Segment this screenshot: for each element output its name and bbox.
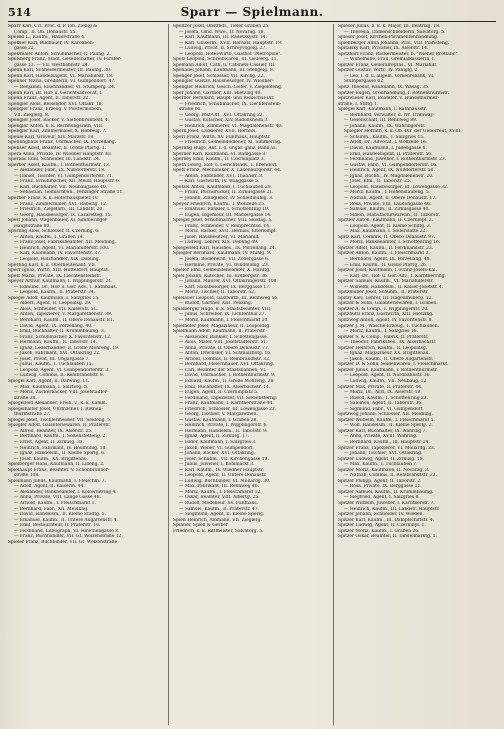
directory-entry: — Eugen, Agent, II. Czerninplatz 5. <box>179 390 259 396</box>
directory-entry: Spenlé Karl, Graveur, XIV. Märzstr. 18. <box>8 134 95 140</box>
directory-entry: Spielmann Julius, Kaufmann, I. Fleischm. 7. <box>8 478 106 484</box>
directory-entry: — Emil, Buchhalter, II. Krummbaumg. 3. <box>14 329 106 335</box>
directory-entry: Spitzer Karl, Buchhalter, IX. Währing 7. <box>338 428 427 434</box>
directory-entry: Spießberger Anna Johanna, Priv., VIII. Piaristeng. <box>338 40 450 46</box>
directory-entry: Speth Georg, Hof- u. Gerichtsadv., I. Ebendorf. <box>173 162 278 168</box>
directory-entry: — David, Agent, IX. Porzellang. 40. <box>14 323 93 329</box>
directory-entry: — Max, Kaufm., I. Tuchlauben 7. <box>344 462 418 468</box>
directory-entry: Spitalsky Karl, Privatier, IX. Alserstr. 14. <box>338 46 429 52</box>
directory-entry: Spitzbart Franz, Bäckermeister, b. "Wiener Brotfabr." <box>338 51 458 57</box>
page-header <box>0 0 504 22</box>
directory-entry: Spiegelfeld Alexander, Freih. v., k. k. Kämm. <box>8 401 108 407</box>
directory-entry: Spieser Julius, b. k. k. Major, III. Beatrixg. 18. <box>338 24 441 29</box>
directory-entry: — Ignaz, Agent, II. Zirkusg. 17. <box>179 434 250 440</box>
directory-entry: — Johann, Bäcker, XVI. Ottakring. <box>179 451 256 457</box>
running-title: Sparr — Spielmann. <box>180 5 324 19</box>
directory-entry: — Hermann, Kaufm., II. Taborstr. 14. <box>14 340 97 346</box>
directory-entry: Sper Johann, Gärtner, XIII. Hietzing 40. <box>173 90 262 96</box>
directory-entry: Spitzer Moriz, Kaufmann, II. Novarag. 3. <box>338 467 430 473</box>
directory-entry: Spitzer Gustav, Vertr., IV. Paniglg. 2. <box>338 68 419 74</box>
directory-entry: — Heinrich, Fabrikant, IV. Heumühlg. 10. <box>14 445 107 451</box>
directory-entry: — Bernhard, Agent, IX. Porzellang. 48. <box>344 256 431 262</box>
directory-entry: — Friedrich, Ziegelarb., III. Landstr. 20. <box>14 207 104 213</box>
directory-entry: — Moriz, Kaufm., I. Salzgries 16. <box>344 329 418 335</box>
directory-entry: — Moriz, Tischler, II. Taborstr. 52. <box>179 290 256 296</box>
directory-entry: — Edmund, Dr., Hof- u. Ger. Adv., I. Rathhaus. <box>14 284 117 290</box>
directory-entry: — Moriz, Kaufmann, I. Fleischmarkt 20. <box>179 317 269 323</box>
directory-entry: Spengler Anton, k. k. Rechnungsrath, VIII. <box>8 123 104 129</box>
directory-entry: Spieler Franz, Buchbinder, VII. Gt. Weizenstraße. <box>8 539 119 545</box>
directory-entry: Sperling Karl, k. k. Oberlieutenant, VII. <box>8 262 97 268</box>
directory-entry: — Ferdinand, Juwelier, I. Rothenthurmstr. 23. <box>344 157 447 163</box>
directory-entry: — Emil, Kaufm., II. Große Pfarrg. 26. <box>344 262 428 268</box>
directory-entry: — Leopold, Hausbesorger, III. Löwengasse 32. <box>344 184 449 190</box>
directory-entry: Sperr Ignaz, Wirth, XIII. Hütteldorf, Hauptst. <box>8 268 110 274</box>
directory-entry: — Moriz, Kaufm., I. Hohenstaufeng. 5. <box>344 190 431 196</box>
directory-entry: Spitzmüller Josef, Schuhm., II. Praterstr. <box>338 290 429 296</box>
directory-entry: Spitzer Anton, Kaufm., I. Fleischmarkt 3. <box>338 251 430 257</box>
directory-entry: Spett Maria, Private, IX. Liechtensteinstr. <box>8 273 102 279</box>
directory-entry: Sperber Bernhard, Haupt- und Realschul-Dir. <box>173 96 275 102</box>
directory-entry: — Jakob, Kaufm., II. Obere Augartenstr. <box>344 356 434 362</box>
directory-entry: Sperber Franz, k. k. Hofschauspieler, IV. <box>8 195 99 201</box>
directory-entry: — Rudolf, Modelleur, XV. Fünfhaus. <box>179 501 259 507</box>
directory-entry: — Nathan, Agent, II. Obere Donaustr. 17. <box>344 195 437 201</box>
directory-entry: Spenlinghaus Franz, Uhrmacher, IX. Porzellang. <box>8 140 116 146</box>
directory-entry: Sperl Johann, Wagenbauer, XI. Simmeringer <box>8 218 108 224</box>
directory-entry: — Rudolf, Kaufm., I. Schottenring 23. <box>344 395 428 401</box>
directory-entry: — Gustav, Kutscher, XIV. Rudolfsheim 3. <box>179 118 269 124</box>
directory-entry: Spitzer Eugen, Großhandlung, I. Rothenthurmstr. <box>338 90 449 96</box>
directory-entry: — Josef, Schuhm., VII. Kirchengasse 19. <box>179 456 269 462</box>
directory-entry: Sperl Franz, Wirth, XV. Fünfhaus, Hauptstr. <box>173 134 271 140</box>
directory-entry: — Anton, Faßbinder, XVI. Thaliastr. 8. <box>179 173 264 179</box>
directory-entry: — Oskar, Beamter, VIII. Albertg. 25. <box>179 495 260 501</box>
directory-entry: — Anton, Tapezierer, V. Margarethenstr. 39. <box>14 312 113 318</box>
directory-entry: — David, Uhrmacher, I. Rothenthurmstr. 9. <box>179 373 276 379</box>
directory-entry: Spitzer D. & Sohn, Seidenwaren, I. Fleischmarkt. <box>338 362 449 368</box>
directory-entry: — Rudolf, Gärtner, XIII. Penzing. <box>179 301 253 307</box>
directory-entry: Sparr Karl, Ccl. Proc. d. P. Ioh. Ziebig & <box>8 24 98 29</box>
directory-entry: — Bernhard, Fabr., XII. Meidling. <box>14 506 89 512</box>
directory-entry: gasse 13. — VII. Westbahnstr. 24. <box>14 62 89 68</box>
directory-entry: Sperling Hugo, Ant. I. d. ungar. galiz. Bahn,VI. <box>173 146 278 152</box>
directory-entry: — Friedrich, Schlosser, III. Löwengasse 22. <box>179 406 277 412</box>
directory-entry: — Georg, Hausbesorger, IX. Lazaretteg. 15. <box>14 212 112 218</box>
directory-entry: Spitzer Samuel, Kaufm., VI. Mariahilferstr. <box>338 279 434 285</box>
directory-entry: — Emil, Buchhalter, IX. Alserbachstr. 14. <box>179 384 271 390</box>
directory-entry: Spitz Theodor, Kaufmann, IX. Wasag. 35. <box>338 85 430 91</box>
directory-entry: Spelsberg Franz, Städt. Gesellschafter, IV. Forster- <box>8 57 122 63</box>
directory-entry: — Georg, Post-Off., XVI. Ottakring 22. <box>179 112 264 118</box>
directory-entry: — Daniel, Tischler, VI. Gumpendorferstr. 71. <box>14 173 114 179</box>
directory-entry: Spieler Emil, Gemeindebeamter, X. Hardtg. <box>173 268 271 274</box>
directory-entry: Spielberger Hugo, k. k. Staatsbeamter, VIII. <box>173 306 272 312</box>
directory-entry: — Hermann, Handelsm., II. Taborstr. 9. <box>179 428 268 434</box>
directory-entry: — Alois, Schneider, VII. Kaiserstr. 51. <box>14 306 98 312</box>
directory-entry: Spitzer Wilhelm, Kaufm., I. Fleischmarkt 5. <box>338 417 435 423</box>
directory-entry: — Isidor, Kaufmann, I. Salzgries 3. <box>179 440 257 446</box>
directory-entry: — David, Handelsm., II. Kleine Stadtg. 5. <box>14 512 106 518</box>
directory-entry: thurmstraße 27. <box>14 412 51 418</box>
directory-entry: — Anton, Kaufm., I. Graben 14. <box>14 234 85 240</box>
directory-entry: Spielhaupt Franz, Beamter, V. Schönbrunner- <box>8 467 110 473</box>
directory-entry: — Alexander, Bankier, I. Schottengasse. <box>179 334 269 340</box>
directory-entry: — Josefa, Bedienerin, VII. Zollergasse 6. <box>179 256 270 262</box>
directory-entry: Spiegler Bernhard, Kaufmann, IV. Mühlg. 9. <box>173 251 272 257</box>
directory-entry: — Salomon, Agent, II. Taborstr. 36. <box>344 401 423 407</box>
directory-entry: Spitzer Franz, Generalrepräs., VI. Mariahilf. <box>338 62 438 68</box>
directory-entry: — Karl, Kaufmann, IV. Favoritenstr. 37. <box>14 251 102 257</box>
directory-entry: Spieß Heinrich, Ammann, VII. Zieglerg. <box>173 517 262 523</box>
directory-entry: — Leopold, Agent, II. Nordbahnstr. 16. <box>344 373 431 379</box>
directory-entry: Spett Franz, Mechaniker, X. Laxenburgerstr. 44. <box>173 168 282 174</box>
directory-entry: — Benjamin, Eisenhändler, VI. Stumperg. 24. <box>14 85 116 91</box>
directory-entry: — Arnold, Commis, II. Rembrandtstr. 32. <box>179 356 271 362</box>
directory-entry: — Georg, Tischler, V. Margarethen. <box>179 412 258 418</box>
directory-entry: straße, I. Stiftg. I. <box>338 101 378 107</box>
directory-entry: Spenner Maria, Greißlerin, VI. Gumpendorf. 47. <box>8 79 116 85</box>
directory-entry: Spitzhüttl Franz, Gastwirth, XIII. Hietzing. <box>338 312 434 318</box>
directory-entry: Spiegel Karl, Agent, II. Darwing. 11. <box>8 379 90 384</box>
directory-entry: Spitzwieser Karl, Beamter, V. Hundsthurmer- <box>338 96 439 102</box>
directory-entry: Spiegel Adolf, Kaufmann, I. Salzgries 15. <box>8 295 100 301</box>
directory-entry: — Karl, Hausbesorger, IX. Berggasse 17. <box>179 284 271 290</box>
directory-entry: — Anton, Drechsler, VI. Schmalzhofg. 16. <box>179 351 272 357</box>
directory-entry: — Gustav, Fabr., VI. Gumpendorferstr. 16. <box>344 162 438 168</box>
directory-entry: Spemann Adolf, Cath. u. Cabinets-Cassier, III. <box>173 62 276 68</box>
directory-entry: Spitzer Franz, Tapezierer, VI. Mollardg. 23. <box>338 445 436 451</box>
directory-entry: Spera Anna, Private, IV. Wiedner Hauptstr. 43. <box>8 151 113 157</box>
directory-entry: Speyer Friedrich, Kaufm., I. Wollzeile 25. <box>173 201 266 207</box>
directory-entry: — Moriz, Bäcker, XVII. Hernals, Elterleinpl. <box>179 229 277 235</box>
directory-entry: — Moriz, Bankbeamter, I. Schottenring 16. <box>344 240 441 246</box>
directory-entry: — Bernhard, Fleischhauer, XVI. Ottakring. <box>179 362 275 368</box>
directory-entry: Spelzler Karl, Bildhauer, IV. Karolinen- <box>8 40 95 46</box>
directory-entry: Spieser Josef, Kirchen-Paramentenhandlung. <box>338 35 439 41</box>
directory-entry: Spielauer Leopold, Gastwirth, III. Rennweg 56. <box>173 295 279 301</box>
directory-entry: — Friedrich, Schuhmacher, IX. Liechtenstein- <box>179 101 282 107</box>
directory-entry: — Johann, Zinngießer, IV. Schleifmühlg. 3. <box>179 195 274 201</box>
column-2 <box>173 24 334 725</box>
directory-entry: Spengler Heinrich, Gesch.-Leiter, V. Ziegelofeng. <box>173 85 283 91</box>
directory-entry: — Emanuel, Bankier, I. Schottenring 19. <box>179 207 270 213</box>
directory-entry: — Ludwig, Privat, II. Schreyvogelg. 27. <box>179 46 267 52</box>
directory-entry: — Leopold, Agent, VI. Gumpendorferstr. 3. <box>14 367 110 373</box>
directory-entry: Friedrich, k. k. Rittmeister, Salvatorg. 5. <box>173 528 264 534</box>
directory-entry: — Sebastian, Gemischtwh., Penzinger Straße 11. <box>14 190 124 196</box>
directory-entry: — Simon, Manufacturwarenh., II. Taborstr. <box>344 212 441 218</box>
directory-entry: Spitzer Ludwig, Agent, II. Czerninpl. 1. <box>338 523 426 529</box>
directory-entry: Spitzer Wilhelm, Juwelier, I. Kärntnerstr. 7. <box>338 501 435 507</box>
directory-entry: — Albert, Agent, II. Leopoldsg. 29. <box>14 301 92 307</box>
directory-entry: Spelz Leopold, Schreibwaren, III. Geuserg. 11. <box>173 57 278 63</box>
directory-entry: Spitzer Samuel, Kaufm., II. Krummbaumg. <box>338 489 434 495</box>
directory-entry: Spitzer Adolf, Kaufm., II. Ferdinandstr. 23. <box>338 245 434 251</box>
directory-entry: Spiegel Josef, Tischlermeister, VII. Seideng. 5. <box>8 417 112 423</box>
directory-entry: Spitzer Moriz, Kaufm., I. Graben 26. <box>338 528 420 534</box>
directory-entry: — Wolf, Handelsm., II. Kleine Sperlg. 2. <box>344 423 433 429</box>
directory-entry: Spiegelfeld Karl, Hausbes., IX. Porzellang. 24. <box>173 245 277 251</box>
directory-entry: — Sigmund, Fabr., VI. Gumpendorf. <box>344 406 424 412</box>
directory-entry: Spiegelhalter Josef, Uhrmacher, I. Rothen- <box>8 406 103 412</box>
directory-entry: — Ignaz, Lederhändler, II. Große Mohreng. 19. <box>14 345 120 351</box>
directory-entry: — Gesellschaft, III. Rennweg 89. <box>344 118 418 124</box>
directory-entry: Sperner Karl, Kaufmann, VI. Rahlgasse 3. <box>173 151 267 157</box>
directory-entry: Spenadel Johann, Kaufmann, III. Stengelg. 8. <box>173 68 275 74</box>
directory-entry: — Bernhard, Kaufm., I. Seitenstetteng. 2. <box>14 434 107 440</box>
directory-entry: Spengler Karl, Zimmermaler, X. Hebbelg. 7. <box>8 129 107 135</box>
directory-entry: Spengler Alois, Reisender, XVI. Ottakr. 18. <box>8 101 103 107</box>
column-3 <box>338 24 498 725</box>
directory-entry: Spitzer J. M., Wäsche-Erzeug., I. Tuchlauben. <box>338 323 440 329</box>
directory-entry: — Leopold, Hotel-Wirth, Gasthof "Metropole". <box>179 51 282 57</box>
directory-entry: — Leopold, Kaufm., II. Praterstr. 34. <box>14 290 96 296</box>
directory-entry: VII. Zieglerg. 8. <box>14 112 50 118</box>
directory-entry: — Franz, Buchdrucker, II. Zirkusgasse 21. <box>179 190 274 196</box>
directory-entry: — Franz, Schuhmacher, X. Favoritenstr. 12. <box>14 334 112 340</box>
directory-entry: — Karl, Buchhalter, VII. Neubaugasse 40. <box>14 184 108 190</box>
directory-entry: Sperber Adolf, Kaufm., I. Rothenthurmstr. 13. <box>8 162 111 168</box>
directory-entry: Spielberger Hans, Kaufmann, II. Lilieng. 2. <box>8 462 105 468</box>
directory-entry: — Ernst, Agent, II. Zirkusg. 33. <box>14 440 84 446</box>
directory-entry: Spetzel Anton, Kaufmann, I. Tuchlauben 20. <box>173 184 272 190</box>
directory-entry: — Ignaz, Handelsm., II. Kleine Sperlg. 6. <box>14 451 106 457</box>
directory-entry: Spenn Karl, Handelsagent, VI. Mariahilfstr. 18. <box>8 73 114 79</box>
directory-entry: — Moriz, Dr., Arzt, IX. Alserstr. 19. <box>344 390 422 396</box>
directory-entry: — Adolf, Agent, II. Kaiserm. 44. <box>14 484 85 490</box>
directory-entry: — Alois, Maler, VIII. Josefstädterstr. 51. <box>179 340 268 346</box>
directory-entry: Spitzy Karl, Lehrer, III. Hagenmüllerg. 12. <box>338 295 433 301</box>
directory-entry: — Heinrich, Agent, VI. Mariahilferstr. 100. <box>14 245 110 251</box>
directory-entry: Sperans Emil, Schneider, III. Landstr. 24. <box>8 157 101 163</box>
directory-entry: — Carl, Beamter der Staatsbahnen, VI. <box>179 367 267 373</box>
directory-entry: — Hermine, Private, VI. Windmühlg. 23. <box>179 262 270 268</box>
directory-entry: Sperk Josef, Lackierer, XVII. Hernals. <box>173 129 257 135</box>
directory-entry: — Ignaz, Buchh., IV. Magdalenenstr. 20. <box>344 173 434 179</box>
directory-entry: — Franz, Schneider, V. Reinprechtsd. 14. <box>179 223 271 229</box>
directory-entry: — Max, Kaufmann, I. Seilerstätte 22. <box>344 229 427 235</box>
directory-entry: — Josefa, Gmd. Wwe., II. Novarag. 18. <box>179 29 265 35</box>
directory-entry: — Anna, Private, II. Obere Donaustr. 77. <box>179 345 270 351</box>
directory-entry: — Franz, Kaufmann, I. Kärntnerstraße 44. <box>179 401 274 407</box>
directory-entry: — Franz, Schuhmacher, XII. Meidl. Hauptstr. 6. <box>14 179 121 185</box>
directory-entry: — Johann, Kaufm., IX. Währingerstr. <box>344 123 426 129</box>
directory-entry: — Karl, Glaserm., XVII. Hernals, Hauptstr. 19. <box>179 40 283 46</box>
directory-entry: Spitzer Heinrich, Kaufm., II. Leopoldsg. <box>338 345 428 351</box>
directory-entry: — Ferdinand, Tapezierer, VII. Siebensterng. <box>179 395 278 401</box>
directory-entry: Spitzer Karl, Kaufm., III. Dampfschiffstr. 4. <box>338 517 434 523</box>
directory-entry: — Leopold, Agent, II. Untere Donaustr. <box>179 473 267 479</box>
directory-entry: — Ignaz, Magazineur, XX. Brigittenau. <box>344 351 430 357</box>
directory-entry: — Josef, Hausbesitzer, VI. Mariahilf. <box>179 234 260 240</box>
directory-entry: — Wilhelmine, Frau, Gremialkassierin, I. <box>344 57 436 63</box>
directory-entry: Hauptstraße 80. <box>14 223 51 229</box>
directory-entry: — Karl, Kaufmann, III. Radetzkystr. 14. <box>179 35 267 41</box>
directory-columns <box>8 24 498 725</box>
directory-entry: — Johann, Tischler, XVI. Ottakring. <box>344 451 423 457</box>
directory-entry: Spitzer Oskar, Beamter, II. Tandelmarktg. 1. <box>338 534 437 540</box>
directory-entry: — Gustav, Kaufmann, I. Graben 28. <box>179 417 258 423</box>
directory-entry: Spengler Franz, Erzeug. v. Polstermöbeln, <box>8 107 103 113</box>
directory-entry: — Ludwig, Kaufm., VII. Neubaug. 12. <box>344 379 428 384</box>
directory-entry: Spenn Karl, Dr. Hof- u. Gerichtsadvocat, I. <box>8 90 103 96</box>
directory-entry: Sperling Alois, Schlosser, II. Czerning. 6. <box>8 229 100 235</box>
directory-entry: — David, Kaufmann, I. Judengasse 6. <box>344 146 427 152</box>
directory-entry: — Julius, Schreiber, IX. Lichtenthal 27. <box>179 312 266 318</box>
directory-entry: — Arnold, Kaufm., I. Fleischmarkt 1. <box>14 501 96 507</box>
directory-entry: — Karl, Dr., Hof- u. Ger.-Adv., I. Kärntnerring. <box>344 273 446 279</box>
column-1 <box>8 24 169 725</box>
directory-entry: — Theodor, Fabriksbes., IX. Alserbachstr. <box>344 340 437 346</box>
directory-entry: Spitzweg Anton, Agent, IV. Favoritenstr. 8. <box>338 317 433 323</box>
directory-entry: Spelski L., Kaufm., Hauerstraße 4. <box>8 35 86 41</box>
directory-entry: — Julius, Kaufm., I. Tuchlauben 11. <box>14 362 94 368</box>
directory-entry: — Theresia, Damenschneiderin, Salvatorg. 5. <box>344 29 446 35</box>
directory-entry: — Heinrich, Kaufm., III. Landstr. Hauptstr. <box>344 506 440 512</box>
directory-entry: Spitzer Julius, Kaufmann, I. Rothenthurmstr. <box>338 367 438 373</box>
directory-entry: Spiegel Karl, Kaufmann, I. Rathhausstr. <box>338 107 427 113</box>
directory-entry: Spelzmaier Anton, Schuhmacher, II. Paling. 2. <box>8 51 111 57</box>
directory-entry: — Josef, Privat, III. Ungargasse 7. <box>14 356 90 362</box>
directory-entry: Comp., II. Ob. Donaustr. 55. <box>14 29 77 35</box>
directory-entry: — Bernhard, Kaufm., III. Hauptstr. 24. <box>344 440 430 446</box>
directory-entry: Spitzer Philipp, Agent, II. Taborstr. 2. <box>338 478 422 484</box>
directory-entry: — Samuel, Kaufm., II. Zirkusgasse 40. <box>344 207 430 213</box>
directory-entry: straße 66. <box>179 107 202 113</box>
directory-entry: — Ludwig, Lehrer, XIX. Döbling 49. <box>179 240 259 246</box>
directory-entry: — Adolf, Dr., Advocat, I. Wollzeile 16. <box>344 140 428 146</box>
directory-entry: Spitzweg Johann, Schlosser, XII. Meidling. <box>338 412 433 418</box>
directory-entry: Spiegler Hofrath, k. k. Ob.-Dir. der Ueberreut, XVIII. <box>344 129 462 135</box>
directory-entry: — Josef, Kfm., II. Taborstr. 25. <box>344 179 412 185</box>
directory-entry: — Emil, Handelsagent, II. Praterstr. 56. <box>344 151 433 157</box>
directory-entry: — Wilhelm, Handelsm., II. Kaiser-Josefstr. 4. <box>344 284 444 290</box>
directory-entry: — Jakob, Weber, VI. Gumpendorf. <box>179 445 254 451</box>
directory-entry: — Rosa, Private, IX. Berggasse 11. <box>344 484 422 490</box>
directory-entry: — Johann, Maurer, XVI. Ottakringerstr. 108. <box>179 279 278 285</box>
directory-entry: Spengler Josef, Bäcker, V. Siebenbrunnenf. 4. <box>8 118 110 124</box>
directory-entry: — Jakob, Fabrikant, XVI. Ottakring 22. <box>14 351 101 357</box>
directory-entry: Spitzer Johann, Schneider, IV. Wieden. <box>338 512 424 518</box>
directory-entry: Speltzer Josef, Obstfhdl., Tiefer Graben 25. <box>173 24 270 29</box>
directory-entry: — Eugen, Ingenieur, III. Marxergasse 14. <box>179 212 272 218</box>
directory-entry: Spitz Karl, Commis, II. Obere Donaustr. 97. <box>338 234 436 240</box>
directory-entry: Spiel Johann, Kutscher, III. Erdbergstr. 36. <box>173 273 269 279</box>
directory-entry: Spiegel Josef, Schuhmacher, VIII. Skodag. 5. <box>173 218 273 224</box>
directory-entry: Spielmann Adolf, Kaufmann, II. Praterstr. <box>173 329 266 335</box>
directory-entry: — Leopold, Agent, II. Kleine Schiffg. 3. <box>344 223 432 229</box>
directory-entry: — Alexander, Bankbeamter, I. Kolowratring 4. <box>14 489 117 495</box>
directory-entry: — Samuel, Kaufm., II. Praterstr. 47. <box>179 506 259 512</box>
directory-entry: — Moriz, Kaufm., I. Fleischmarkt 12. <box>179 489 262 495</box>
directory-entry: — Anna, Private, XVIII. Währing. <box>344 434 418 440</box>
header-rule <box>8 21 496 22</box>
directory-entry: Spitzer Josef, Kaufmann, I. Franz-Josefs-Kai. <box>338 268 437 274</box>
directory-entry: Spitzer S. & Comp., Fabrik, II. Praterstr. <box>338 334 429 340</box>
page-number: 514 <box>8 6 31 19</box>
directory-entry: Spengler Gustav, Hausbesorger, IV. Wiedner- <box>173 79 274 85</box>
directory-entry: — Leopold, Holzhändler, XIX. Döbling. <box>14 256 100 262</box>
directory-entry: Spitzer Ludwig, Agent, II. Zirkusg. 19. <box>338 456 425 462</box>
directory-entry: — Emanuel, Kaufm., II. Untere Augartenstr. 4. <box>14 517 118 523</box>
directory-entry: — Julius, Juwelier, I. Kohlmarkt 3. <box>179 462 255 468</box>
directory-entry: Spenger Josef, Schlosser, VII. Kirchg. 22. <box>173 73 265 79</box>
directory-entry: Spenser Adolf, Beamter, II. Große Pfarrg. 1. <box>8 146 107 152</box>
directory-entry: — Heinrich, Private, I. Wipplingerstr. 6. <box>179 423 268 429</box>
directory-entry: straße 108. <box>14 473 40 479</box>
directory-entry: — Max, Fabrikant, III. Rennweg 46. <box>179 484 259 490</box>
directory-entry: Spinner, Spiek & Gerber <box>173 523 228 529</box>
directory-entry: — Emil, Restaurateur, II. Praterstr. 10. <box>14 523 101 529</box>
directory-entry: — Friedrich, Gemeindediener, XI. Simmering. <box>179 140 282 146</box>
directory-entry: Spielhofer Josef, Magazineur, II. Leopoldsg. <box>173 323 271 329</box>
directory-entry: — Heinrich, Agent, IX. Nußdorferstr. 50. <box>344 168 435 174</box>
directory-entry: — Bernhard, Verwalter, d. Wr. Tramway- <box>344 112 435 118</box>
directory-entry: — Rosa, Private, VIII. Laudongasse 46. <box>344 201 432 207</box>
directory-entry: — Karl, Gastwirth, IV. Waaggasse 5. <box>179 179 260 185</box>
directory-entry: — Alexander, Fabr., IX. Nußdorferstr. 18. <box>14 168 106 174</box>
directory-entry: — Franz Josef, Fabriksbeamter, XII. Meidling. <box>14 240 116 246</box>
directory-entry: Spenn Franz, Agent, II. Taborstr. 32. <box>8 96 90 102</box>
directory-entry: Spenn Karl, Schneidermeister, III. Baumg. 30. <box>8 68 112 74</box>
directory-entry: straße 38. <box>14 395 37 401</box>
directory-entry: gasse 22. <box>14 46 35 52</box>
directory-entry: — Franz, Buchhändler, VII. Gt. Weizenstraße 12. <box>14 534 123 540</box>
directory-entry: — Karl, Kaufm., IV. Wiedner Hauptstr. <box>179 467 264 473</box>
directory-entry: — Siegmund, Agent, II. Kleine Sperlg. <box>179 512 265 518</box>
directory-entry: — Eduard, Kaufm., II. Große Mohreng. 38. <box>179 379 275 384</box>
directory-entry: — Leo, I. d. u. allgem. Verkehrsbank, VI. <box>344 73 435 79</box>
directory-entry: — Franz, Zimmermaler, XVI. Haberlg. 12. <box>14 201 108 207</box>
directory-entry: Spittler Anton, Kaufmann, II. Czerninpl. 2. <box>338 218 433 224</box>
directory-entry: Stumpergasse 62. <box>344 79 385 85</box>
directory-entry: Spitzer & Sohn, Galanteriewaren, I. Graben. <box>338 301 438 307</box>
directory-entry: — Alfred, Beamter, IX. Alserstr. 25. <box>14 428 93 434</box>
directory-entry: — Nathan, Commis, II. Rembrandtstr. 23. <box>344 473 437 479</box>
directory-entry: — Max, Kaufmann, I. Salztorg. 5. <box>14 384 89 390</box>
directory-entry: Spitzer A. & Comp., I. Wipplingerstr. 20. <box>338 306 429 312</box>
directory-entry: — Ludwig, Buchbinder, VI. Mollardg. 30. <box>179 478 271 484</box>
directory-entry: Spiegler Adolf, Galanteriewaren, II. Praterstr. <box>8 423 111 429</box>
directory-entry: Sperney Emil, Kaufm., II. Czerninplatz 3. <box>173 157 265 163</box>
directory-entry: — Josef, Kaufm., XX. Brigittenau. <box>14 456 88 462</box>
directory-entry: Speyer Arthur, Kaufmann, I. Wipplingerstr. 21. <box>8 279 113 285</box>
directory-entry: — Ludwig, Commis, II. Rembrandtstr. 8. <box>14 373 105 379</box>
directory-entry: — Anna, Private, VIII. Lange Gasse 48. <box>14 495 101 501</box>
directory-entry: — Schuhm., Kaufm., I. Salzgries 15. <box>344 134 425 140</box>
directory-entry: Spitzer Max, Private, II. Praterstr. 44. <box>338 384 423 390</box>
directory-entry: — Ferdinand, Lithograph, VI. Hirschengasse 8. <box>14 528 120 534</box>
directory-entry: — Heinrich, Zimmerer, VI. Magdalenenstr. 40. <box>179 123 283 129</box>
directory-entry: — Siegfried, Agent, I. Salzgries 8. <box>344 495 420 501</box>
directory-entry: — Bernhard, Kaufm., II. Obere Donaustr. 81. <box>14 317 114 323</box>
directory-entry: — Moriz, Zuckerbäcker, VIII. Josefstädter- <box>14 390 109 396</box>
